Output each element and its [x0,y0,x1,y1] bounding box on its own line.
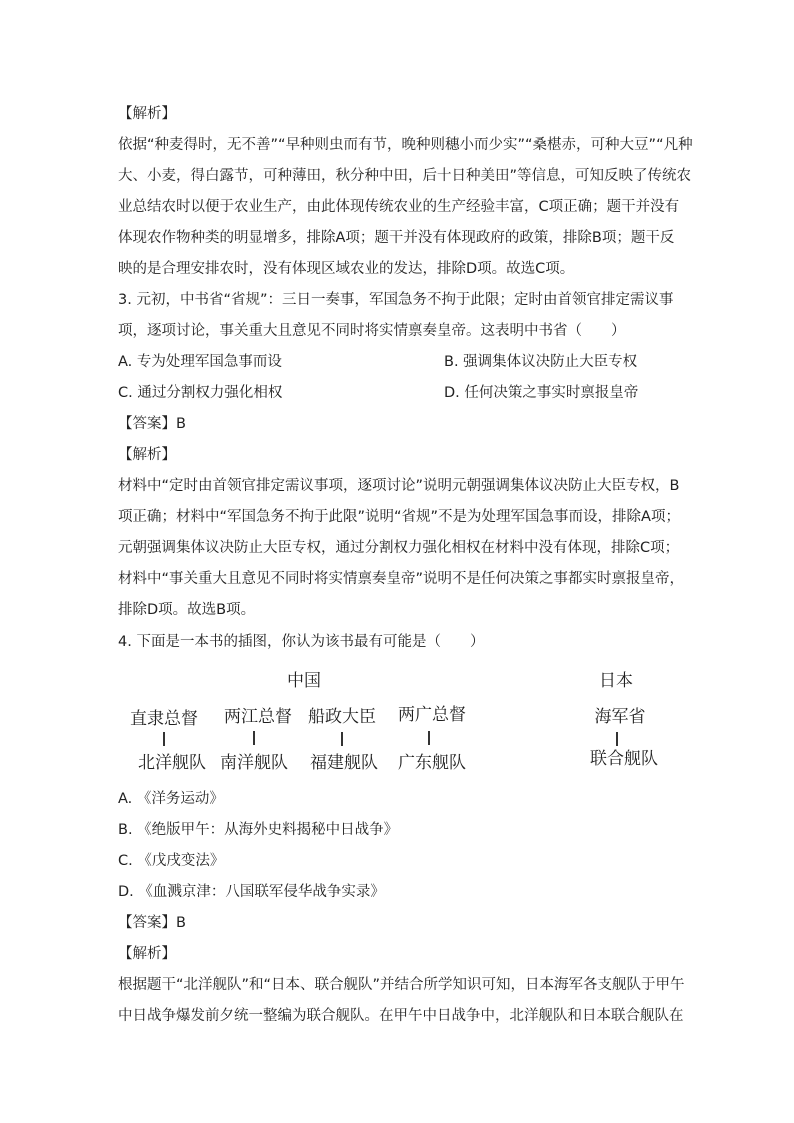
question-3-analysis-line: 材料中“定时由首领官排定需议事项，逐项讨论”说明元朝强调集体议决防止大臣专权，B [118,478,680,494]
question-3-analysis-line: 元朝强调集体议决防止大臣专权，通过分割权力强化相权在材料中没有体现，排除C项； [118,540,680,556]
diagram-fleet: 福建舰队 [310,753,378,773]
diagram-fleet: 南洋舰队 [220,753,288,773]
question-3-option-c: C. 通过分割权力强化相权 [118,385,283,401]
question-4-answer: 【答案】B [118,915,186,931]
diagram-japan-fleet: 联合舰队 [590,749,658,769]
diagram-fleet: 广东舰队 [398,753,466,773]
analysis-line: 大、小麦，得白露节，可种薄田，秋分种中田，后十日种美田”等信息，可知反映了传统农 [118,168,692,184]
question-3-analysis-heading: 【解析】 [118,447,176,463]
question-3-analysis-line: 材料中“事关重大且意见不同时将实情禀奏皇帝”说明不是任何决策之事都实时禀报皇帝， [118,571,685,587]
analysis-line: 体现农作物种类的明显增多，排除A项；题干并没有体现政府的政策，排除B项；题干反 [118,230,675,246]
question-3-analysis-line: 排除D项。故选B项。 [118,602,256,618]
analysis-heading: 【解析】 [118,106,176,122]
diagram-connector [428,731,430,745]
question-3-stem: 3. 元初，中书省“省规”：三日一奏事，军国急务不拘于此限；定时由首领官排定需议事 [118,292,674,308]
question-4-option-c: C. 《戊戌变法》 [118,853,225,869]
question-4-option-a: A. 《洋务运动》 [118,791,224,807]
question-4-option-d: D. 《血溅京津：八国联军侵华战争实录》 [118,884,385,900]
question-4-stem: 4. 下面是一本书的插图，你认为该书最有可能是（ ） [118,634,485,650]
question-3-option-a: A. 专为处理军国急事而设 [118,354,282,370]
diagram-connector [341,732,343,746]
question-4-analysis-heading: 【解析】 [118,946,176,962]
analysis-line: 业总结农时以便于农业生产，由此体现传统农业的生产经验丰富，C项正确；题干并没有 [118,199,680,215]
diagram-connector [163,732,165,746]
diagram-official: 两江总督 [224,707,292,727]
diagram-official: 船政大臣 [308,707,376,727]
diagram-connector [253,731,255,745]
question-3-analysis-line: 项正确；材料中“军国急务不拘于此限”说明“省规”不是为处理军国急事而设，排除A项； [118,509,680,525]
diagram-china-title: 中国 [287,671,321,691]
question-4-analysis-line: 中日战争爆发前夕统一整编为联合舰队。在甲午中日战争中，北洋舰队和日本联合舰队在 [118,1008,684,1024]
diagram-connector [616,732,618,746]
question-4-analysis-line: 根据题干“北洋舰队”和“日本、联合舰队”并结合所学知识可知，日本海军各支舰队于甲午 [118,977,685,993]
fleet-diagram [118,664,678,782]
question-3-answer: 【答案】B [118,416,186,432]
question-4-option-b: B. 《绝版甲午：从海外史料揭秘中日战争》 [118,822,399,838]
question-3-stem: 项，逐项讨论，事关重大且意见不同时将实情禀奏皇帝。这表明中书省（ ） [118,323,626,339]
diagram-japan-title: 日本 [599,671,633,691]
diagram-japan-ministry: 海军省 [594,707,646,727]
diagram-official: 两广总督 [398,705,466,725]
diagram-fleet: 北洋舰队 [138,753,206,773]
analysis-line: 映的是合理安排农时，没有体现区域农业的发达，排除D项。故选C项。 [118,261,575,277]
question-3-option-d: D. 任何决策之事实时禀报皇帝 [444,385,639,401]
question-3-option-b: B. 强调集体议决防止大臣专权 [444,354,638,370]
analysis-line: 依据“种麦得时，无不善”“早种则虫而有节，晚种则穗小而少实”“桑椹赤，可种大豆”“凡种 [118,137,693,153]
diagram-official: 直隶总督 [130,709,198,729]
